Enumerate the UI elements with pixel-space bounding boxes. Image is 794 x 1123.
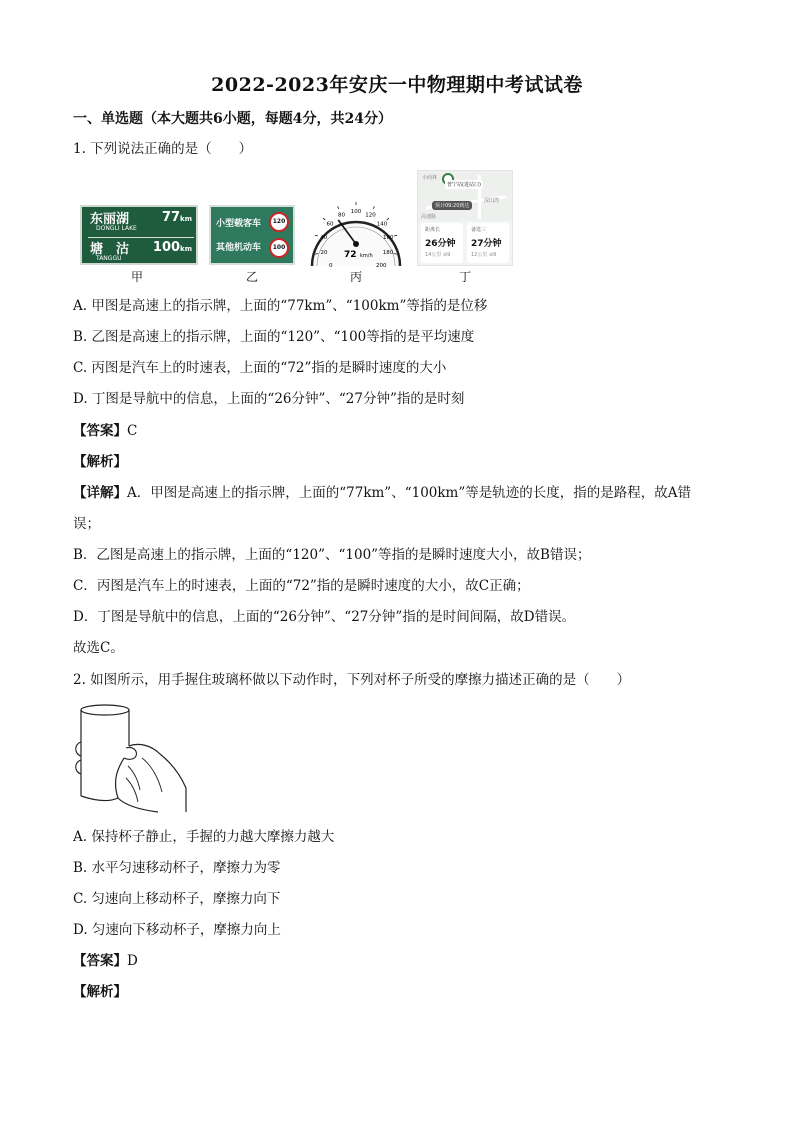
speedometer-tick-label: 20 <box>320 250 328 256</box>
explanation-line: D．丁图是导航中的信息，上面的“26分钟”、“27分钟”指的是时间间隔，故D错误。 <box>73 609 576 625</box>
map-area-label: 高速路 <box>421 214 437 220</box>
route-card <box>421 223 463 263</box>
route-card-sub: 14公里 ⊖9 <box>425 252 451 258</box>
q2-option-a: A. 保持杯子静止，手握的力越大摩擦力越大 <box>73 829 335 845</box>
speedometer-hub <box>353 241 359 247</box>
speedometer-tick-label: 80 <box>338 212 345 219</box>
speedometer-tick-mark <box>394 235 397 236</box>
sign-row-tanggu <box>88 237 194 266</box>
explanation-line: 故选C。 <box>73 640 124 656</box>
sign-distance: 100km <box>152 240 192 255</box>
figure-caption-ding: 丁 <box>458 270 471 284</box>
speedometer-tick-mark <box>338 206 339 209</box>
route-card <box>467 223 509 263</box>
speed-limit-circle: 120 <box>269 212 289 232</box>
route-card-sub: 12公里 ⊖9 <box>471 252 497 258</box>
map-place-label: 小商林 <box>422 175 438 181</box>
route-card-label: 距离长 <box>425 227 441 233</box>
fingers-outline <box>116 758 158 812</box>
sign-place-english: DONGLI LAKE <box>96 225 137 232</box>
q2-analysis-label: 【解析】 <box>73 984 127 1000</box>
q2-option-d: D. 匀速向下移动杯子，摩擦力向上 <box>73 922 281 938</box>
explanation-line: 误； <box>73 516 100 532</box>
speedometer-tick-label: 60 <box>326 221 334 228</box>
answer-value: C <box>127 423 138 439</box>
speedometer-tick-label: 200 <box>376 263 387 268</box>
glass-bottom <box>81 796 118 801</box>
speedometer-tick-label: 40 <box>320 235 328 242</box>
page-title: 2022-2023年安庆一中物理期中考试试卷 <box>211 74 583 96</box>
speedometer-tick-label: 180 <box>382 250 394 256</box>
q2-option-c: C. 匀速向上移动杯子，摩擦力向下 <box>73 891 281 907</box>
speedometer <box>306 196 406 268</box>
explanation-line: B．乙图是高速上的指示牌，上面的“120”、“100”等指的是瞬时速度大小，故B错误； <box>73 547 591 563</box>
thumb-outline <box>124 747 136 759</box>
speedometer-tick-mark <box>315 235 318 236</box>
option-d: D. 丁图是导航中的信息，上面的“26分钟”、“27分钟”指的是时刻 <box>73 391 465 407</box>
map-station-label: 普宁站(进站口) <box>447 182 481 188</box>
glass-rim <box>81 705 129 715</box>
speedometer-tick-label: 0 <box>328 263 333 268</box>
figure-caption-bing: 丙 <box>349 270 362 284</box>
sign-distance: 77km <box>161 210 192 225</box>
question-2-stem: 2. 如图所示，用手握住玻璃杯做以下动作时，下列对杯子所受的摩擦力描述正确的是（ ） <box>73 672 631 688</box>
hand-holding-glass-figure <box>68 702 190 814</box>
analysis-label: 【解析】 <box>73 454 127 470</box>
eta-badge: 预计09:20到达 <box>432 201 472 210</box>
speedometer-tick-label: 160 <box>383 235 394 242</box>
road-sign-distance <box>80 205 198 265</box>
speedometer-tick-mark <box>387 218 389 220</box>
option-c: C. 丙图是汽车上的时速表，上面的“72”指的是瞬时速度的大小 <box>73 360 447 376</box>
section-heading: 一、单选题（本大题共6小题，每题4分，共24分） <box>73 111 392 127</box>
sign-vehicle-type: 其他机动车 <box>216 243 262 253</box>
finger-crease <box>128 766 140 790</box>
option-b: B. 乙图是高速上的指示牌，上面的“120”、“100等指的是平均速度 <box>73 329 475 345</box>
explanation-line: C．丙图是汽车上的时速表，上面的“72”指的是瞬时速度的大小，故C正确； <box>73 578 530 594</box>
speedometer-tick-label: 140 <box>376 221 388 228</box>
answer-label: 【答案】 <box>73 953 127 969</box>
route-card-time: 27分钟 <box>471 239 502 249</box>
route-card-time: 26分钟 <box>425 239 456 249</box>
explanation-text: A．甲图是高速上的指示牌，上面的“77km”、“100km”等是轨迹的长度，指的是路程，故A错 <box>127 485 692 501</box>
finger-crease <box>126 778 138 802</box>
sign-place-name: 塘 沽 <box>90 242 130 257</box>
explanation-line <box>73 484 691 502</box>
answer-line <box>73 422 137 440</box>
speedometer-tick-label: 120 <box>365 212 376 219</box>
speedometer-reading: 72 <box>344 250 357 260</box>
sign-vehicle-type: 小型载客车 <box>216 219 262 229</box>
route-card-label: 备选三 <box>471 227 487 233</box>
speedometer-tick-label: 100 <box>350 209 362 215</box>
figure-caption-jia: 甲 <box>130 270 143 284</box>
option-a: A. 甲图是高速上的指示牌，上面的“77km”、“100km”等指的是位移 <box>73 298 488 314</box>
q2-option-b: B. 水平匀速移动杯子，摩擦力为零 <box>73 860 281 876</box>
map-area-label: 深田湾 <box>484 198 500 204</box>
navigation-map <box>417 170 513 266</box>
question-1-stem: 1. 下列说法正确的是（ ） <box>73 141 253 157</box>
answer-label: 【答案】 <box>73 423 127 439</box>
finger-crease <box>142 758 162 792</box>
speedometer-tick-mark <box>323 218 325 220</box>
finger-tip-left <box>76 742 81 756</box>
sign-row-dongli <box>88 208 194 236</box>
speedometer-tick-mark <box>373 206 374 209</box>
finger-tip-left <box>76 760 81 774</box>
speed-limit-circle: 100 <box>269 238 289 258</box>
speedometer-unit: km/h <box>360 253 373 259</box>
figure-caption-yi: 乙 <box>245 270 258 284</box>
sign-place-english: TANGGU <box>96 255 122 262</box>
sign-place-name: 东丽湖 <box>90 212 130 227</box>
answer-value: D <box>127 953 138 969</box>
detail-label: 【详解】 <box>73 485 127 501</box>
q2-answer-line <box>73 952 138 970</box>
road-sign-speed-limit <box>209 205 295 265</box>
